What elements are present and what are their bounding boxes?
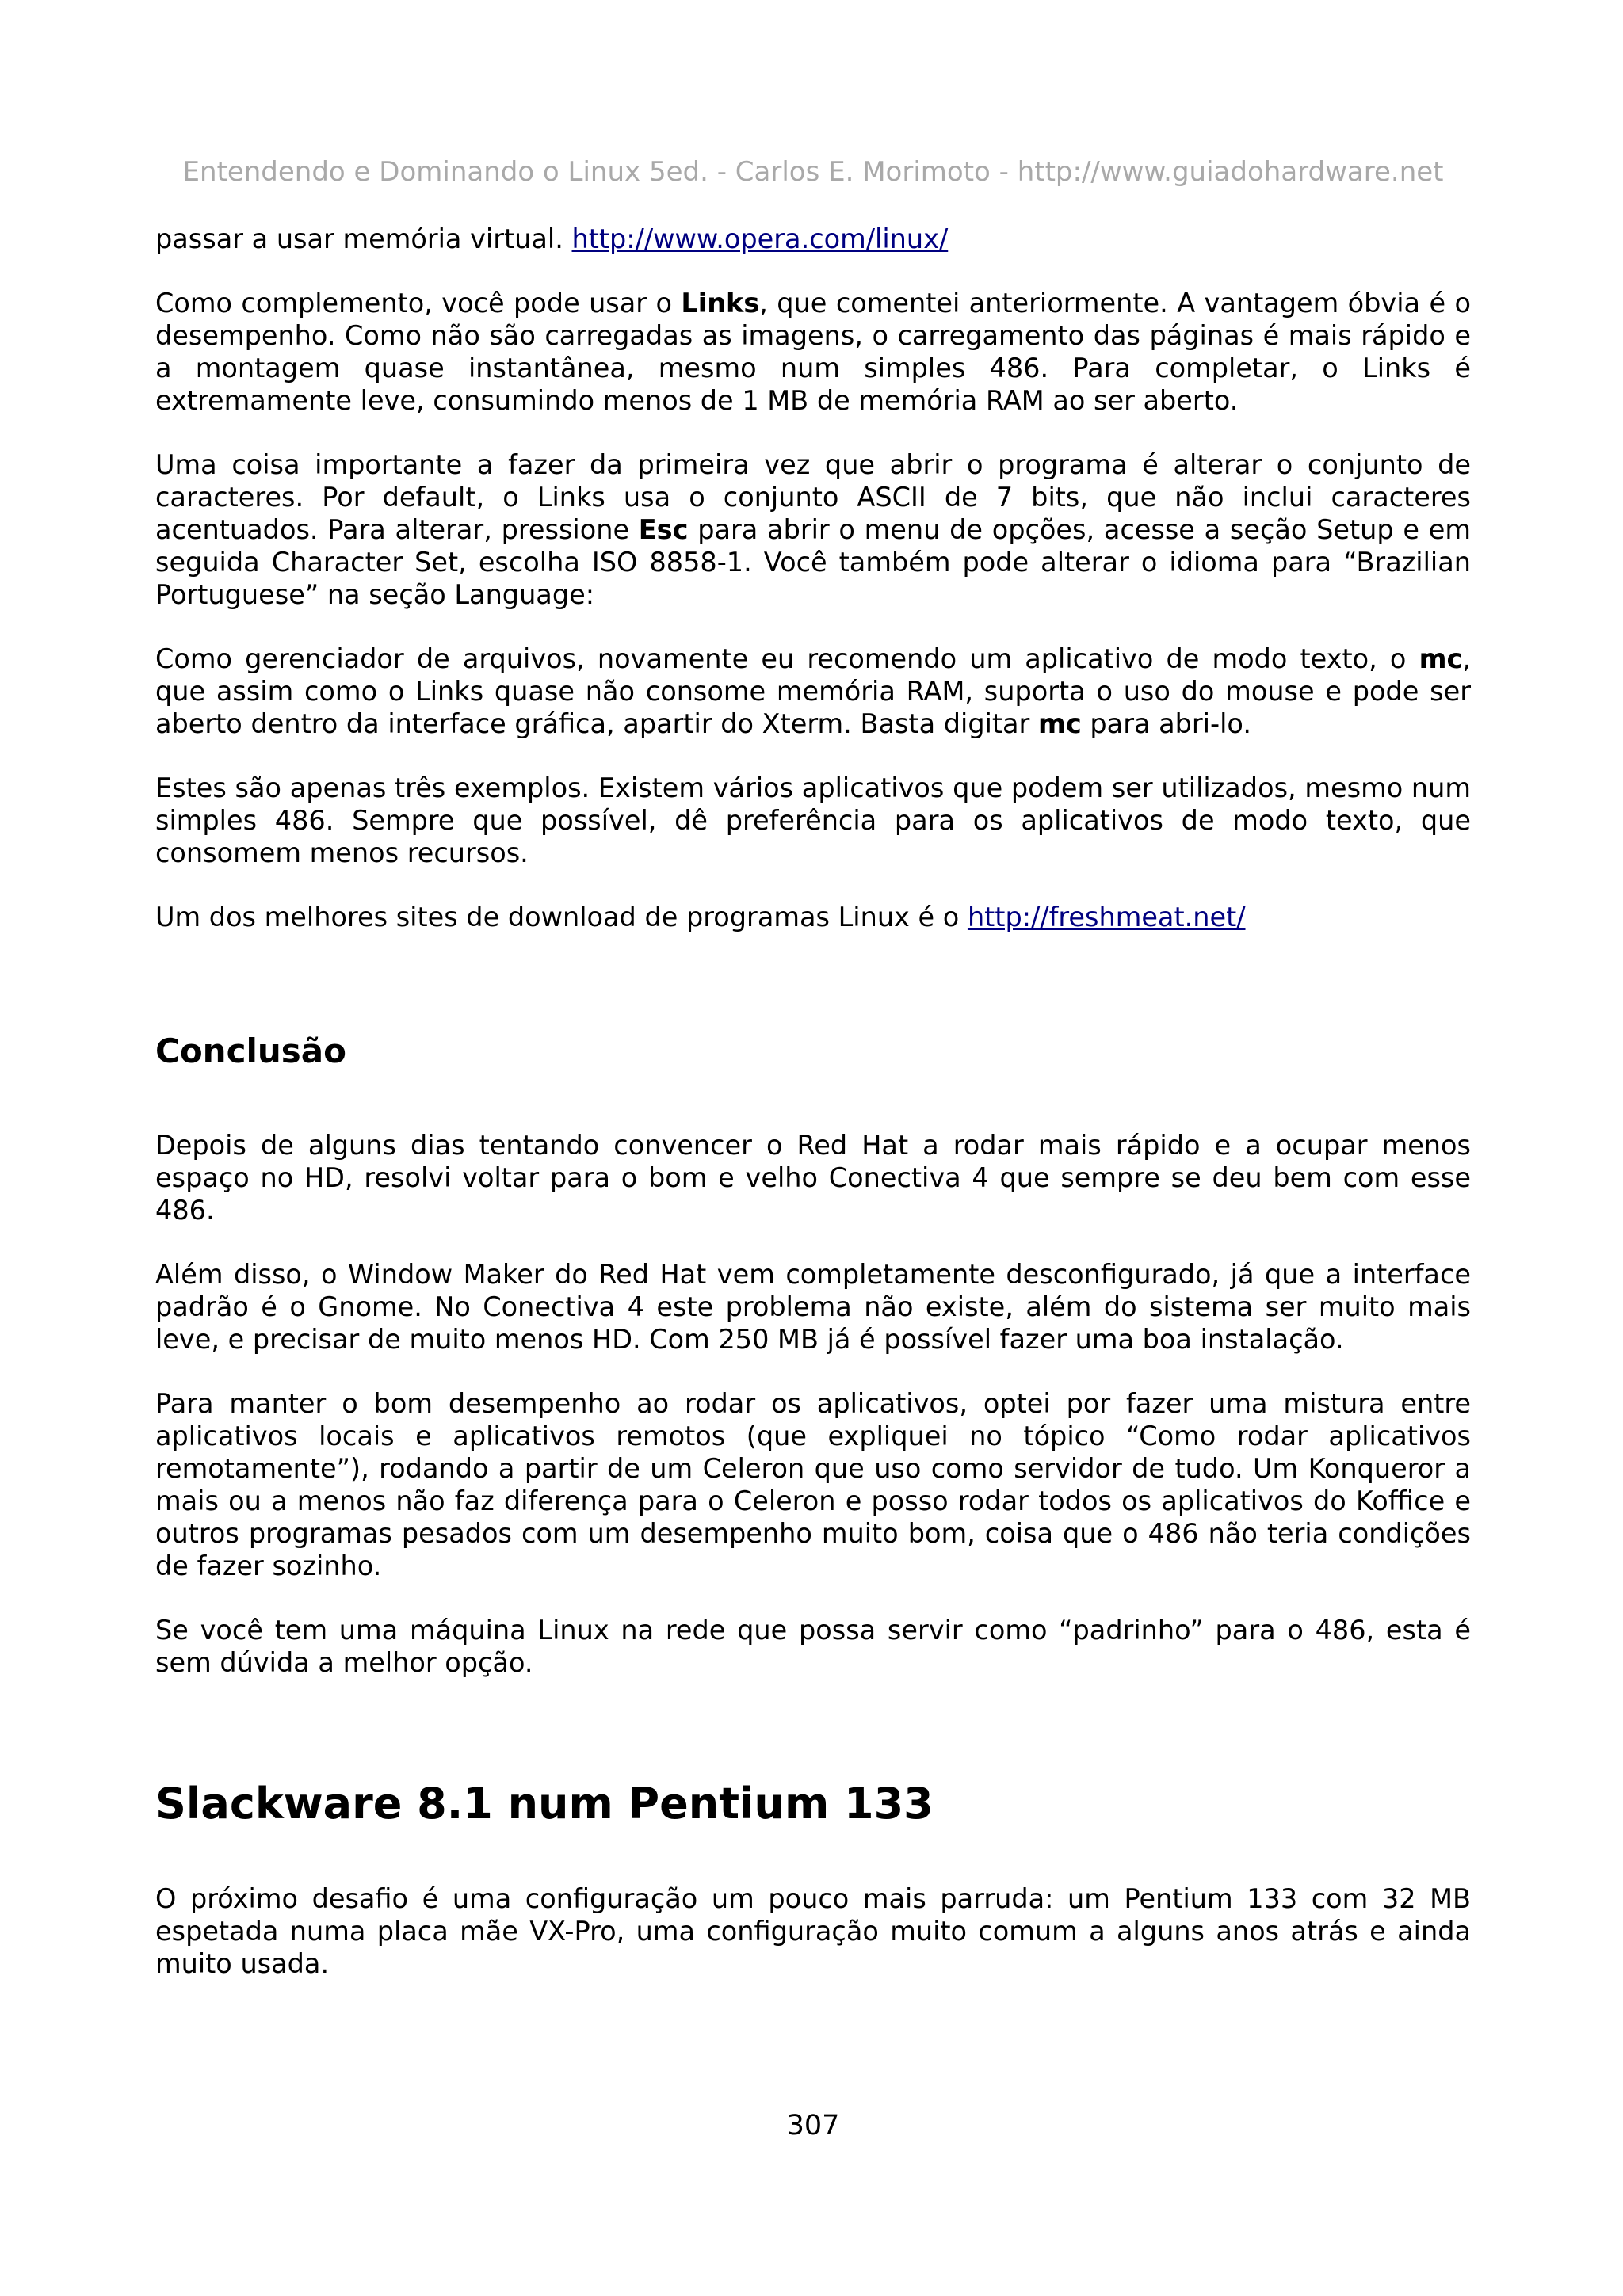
page-number: 307 bbox=[786, 2110, 840, 2142]
paragraph-links-browser bbox=[155, 287, 1471, 417]
page-body bbox=[155, 223, 1471, 2012]
paragraph-text: Como gerenciador de arquivos, novamente eu recomendo um aplicativo de modo texto, o bbox=[155, 643, 1419, 674]
paragraph-conclusao-4: Se você tem uma máquina Linux na rede que possa servir como “padrinho” para o 486, esta é sem dúvida a melhor opção. bbox=[155, 1615, 1471, 1678]
section-heading-conclusao: Conclusão bbox=[155, 1032, 346, 1070]
paragraph-conclusao-2: Além disso, o Window Maker do Red Hat vem completamente desconfigurado, já que a interface padrão é o Gnome. No Conectiva 4 este problema não existe, além do sistema ser muito mais leve, e precisar de muito menos HD. Com 250 MB já é possível fazer uma boa instalação. bbox=[155, 1259, 1471, 1355]
paragraph-text: para abrir o menu de opções, acesse a seção Setup e em seguida Character Set, escolha ISO 8858-1. Você também pode alterar o idioma para “Brazilian Portuguese” na seção Language: bbox=[155, 514, 1471, 610]
paragraph-conclusao-1: Depois de alguns dias tentando convencer o Red Hat a rodar mais rápido e a ocupar menos espaço no HD, resolvi voltar para o bom e velho Conectiva 4 que sempre se deu bem com esse 486. bbox=[155, 1130, 1471, 1226]
bold-term-links: Links bbox=[681, 288, 760, 318]
paragraph-opera bbox=[155, 223, 1471, 255]
paragraph-conclusao-3: Para manter o bom desempenho ao rodar os aplicativos, optei por fazer uma mistura entre aplicativos locais e aplicativos remotos (que expliquei no tópico “Como rodar aplicativos remotamente”), rodando a partir de um Celeron que uso como servidor de tudo. Um Konqueror a mais ou a menos não faz diferença para o Celeron e posso rodar todos os aplicativos do Koffice e outros programas pesados com um desempenho muito bom, coisa que o 486 não teria condições de fazer sozinho. bbox=[155, 1388, 1471, 1581]
bold-term-mc: mc bbox=[1419, 643, 1463, 674]
paragraph-slackware-1: O próximo desafio é uma configuração um pouco mais parruda: um Pentium 133 com 32 MB espetada numa placa mãe VX-Pro, uma configuração muito comum a alguns anos atrás e ainda muito usada. bbox=[155, 1883, 1471, 1979]
paragraph-text: Como complemento, você pode usar o bbox=[155, 288, 682, 318]
bold-term-esc: Esc bbox=[638, 514, 689, 545]
chapter-heading-slackware: Slackware 8.1 num Pentium 133 bbox=[155, 1779, 934, 1829]
freshmeat-link[interactable]: http://freshmeat.net/ bbox=[967, 902, 1246, 933]
paragraph-text: para abri-lo. bbox=[1081, 708, 1251, 739]
paragraph-text: Uma coisa importante a fazer da primeira vez que abrir o programa é alterar o conjunto de caracteres. Por default, o Links usa o conjunto ASCII de 7 bits, que não inclui caracteres acentuados. Para alterar, pressione bbox=[155, 449, 1471, 545]
paragraph-text: Um dos melhores sites de download de programas Linux é o bbox=[155, 902, 968, 933]
opera-link[interactable]: http://www.opera.com/linux/ bbox=[571, 223, 949, 254]
paragraph-text: , que assim como o Links quase não consome memória RAM, suporta o uso do mouse e pode ser aberto dentro da interface gráfica, apartir do Xterm. Basta digitar bbox=[155, 643, 1471, 739]
paragraph-text: , que comentei anteriormente. A vantagem óbvia é o desempenho. Como não são carregadas as imagens, o carregamento das páginas é mais rápido e a montagem quase instantânea, mesmo num simples 486. Para completar, o Links é extremamente leve, consumindo menos de 1 MB de memória RAM ao ser aberto. bbox=[155, 288, 1471, 416]
paragraph-examples: Estes são apenas três exemplos. Existem vários aplicativos que podem ser utilizados, mesmo num simples 486. Sempre que possível, dê preferência para os aplicativos de modo texto, que consomem menos recursos. bbox=[155, 772, 1471, 868]
paragraph-freshmeat bbox=[155, 901, 1471, 933]
running-header: Entendendo e Dominando o Linux 5ed. - Carlos E. Morimoto - http://www.guiadohardware.net bbox=[182, 156, 1444, 188]
paragraph-file-manager bbox=[155, 643, 1471, 740]
paragraph-text: passar a usar memória virtual. bbox=[155, 223, 572, 254]
bold-term-mc: mc bbox=[1037, 708, 1082, 739]
paragraph-charset bbox=[155, 448, 1471, 611]
